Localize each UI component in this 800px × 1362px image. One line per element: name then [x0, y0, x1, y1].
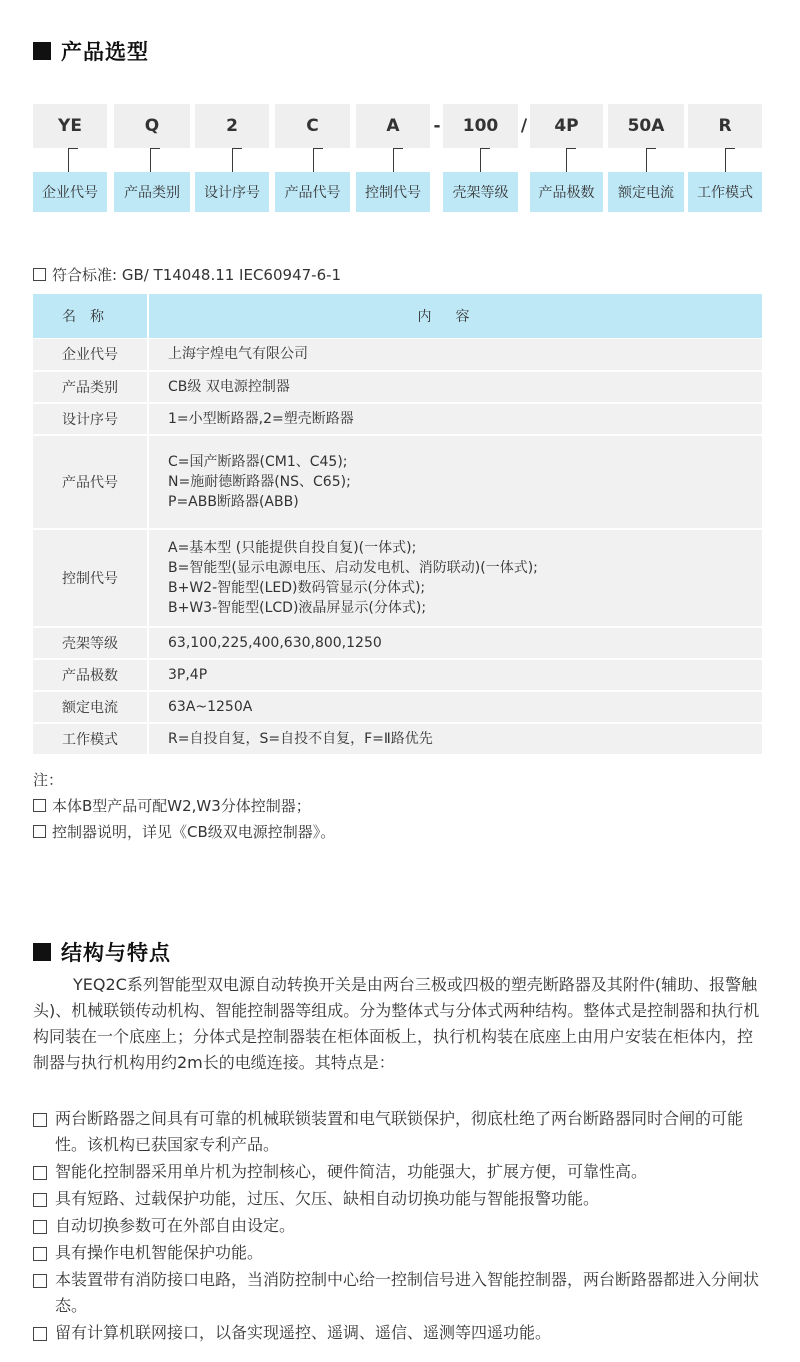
row-value [148, 403, 762, 435]
row-name: 设计序号 [33, 403, 148, 435]
connector-tick [646, 148, 647, 172]
section-title-text: 产品选型 [61, 40, 149, 64]
code-frame: 100 [443, 104, 518, 148]
row-line: 3P,4P [168, 666, 208, 683]
connector-tick [313, 148, 314, 172]
square-bullet-icon [33, 943, 51, 961]
feature-text: 具有短路、过载保护功能，过压、欠压、缺相自动切换功能与智能报警功能。 [55, 1189, 600, 1208]
model-code-row [0, 104, 800, 148]
table-row [33, 371, 762, 403]
square-bullet-icon [33, 42, 51, 60]
label-frame: 壳架等级 [443, 172, 518, 212]
code-separator-dash: - [433, 116, 441, 136]
row-name: 工作模式 [33, 723, 148, 755]
checkbox-square-icon [33, 1166, 47, 1180]
code-current: 50A [608, 104, 684, 148]
row-line: 63A~1250A [168, 698, 253, 715]
label-current: 额定电流 [608, 172, 684, 212]
connector-tick [150, 148, 151, 172]
checkbox-square-icon [33, 799, 46, 812]
note-item [33, 821, 335, 842]
row-line: 上海宇煌电气有限公司 [168, 346, 308, 363]
feature-text: 两台断路器之间具有可靠的机械联锁装置和电气联锁保护，彻底杜绝了两台断路器同时合闸的可能性。该机构已获国家专利产品。 [55, 1109, 744, 1154]
label-enterprise: 企业代号 [33, 172, 107, 212]
table-row [33, 659, 762, 691]
checkbox-square-icon [33, 268, 46, 281]
code-product: C [275, 104, 350, 148]
code-poles: 4P [530, 104, 603, 148]
table-row [33, 339, 762, 371]
list-item [33, 1186, 773, 1212]
row-line: A=基本型 (只能提供自投自复)(一体式); [168, 539, 417, 556]
table-row [33, 529, 762, 627]
table-row [33, 723, 762, 755]
feature-text: 本装置带有消防接口电路，当消防控制中心给一控制信号进入智能控制器，两台断路器都进入分闸状态。 [55, 1270, 760, 1315]
checkbox-square-icon [33, 825, 46, 838]
code-separator-slash: / [520, 116, 528, 136]
list-item [33, 1240, 773, 1266]
row-line: B+W2-智能型(LED)数码管显示(分体式); [168, 579, 426, 596]
row-value [148, 659, 762, 691]
checkbox-square-icon [33, 1327, 47, 1341]
feature-text: 自动切换参数可在外部自由设定。 [55, 1216, 296, 1235]
row-name: 产品代号 [33, 435, 148, 529]
label-design: 设计序号 [195, 172, 269, 212]
checkbox-square-icon [33, 1193, 47, 1207]
connector-tick [393, 148, 394, 172]
section-title-text: 结构与特点 [61, 941, 171, 965]
feature-list [33, 1106, 773, 1347]
row-value [148, 723, 762, 755]
checkbox-square-icon [33, 1113, 47, 1127]
table-row [33, 691, 762, 723]
row-name: 产品类别 [33, 371, 148, 403]
table-row [33, 435, 762, 529]
row-value [148, 691, 762, 723]
row-line: B=智能型(显示电源电压、启动发电机、消防联动)(一体式); [168, 559, 538, 576]
label-mode: 工作模式 [688, 172, 762, 212]
code-category: Q [114, 104, 190, 148]
label-control: 控制代号 [356, 172, 430, 212]
row-line: R=自投自复，S=自投不自复，F=Ⅱ路优先 [168, 730, 433, 747]
list-item [33, 1159, 773, 1185]
intro-paragraph: YEQ2C系列智能型双电源自动转换开关是由两台三极或四极的塑壳断路器及其附件(辅助、报警触头)、机械联锁传动机构、智能控制器等组成。分为整体式与分体式两种结构。整体式是控制器和执行机构同装在一个底座上；分体式是控制器装在柜体面板上，执行机构装在底座上由用户安装在柜体内，控制器与执行机构用约2m长的电缆连接。其特点是： [33, 975, 760, 1072]
connector-tick [480, 148, 481, 172]
code-control: A [356, 104, 430, 148]
note-item [33, 795, 311, 816]
feature-text: 留有计算机联网接口，以备实现遥控、遥调、遥信、遥测等四遥功能。 [55, 1323, 552, 1342]
note-text: 控制器说明，详见《CB级双电源控制器》。 [52, 823, 336, 841]
feature-text: 智能化控制器采用单片机为控制核心，硬件简洁，功能强大，扩展方便，可靠性高。 [55, 1162, 648, 1181]
connector-tick [232, 148, 233, 172]
table-row [33, 403, 762, 435]
table-header-row [33, 294, 762, 339]
row-line: 63,100,225,400,630,800,1250 [168, 634, 382, 651]
row-line: N=施耐德断路器(NS、C65); [168, 473, 351, 490]
row-line: P=ABB断路器(ABB) [168, 493, 299, 510]
row-line: B+W3-智能型(LCD)液晶屏显示(分体式); [168, 599, 427, 616]
standard-line [33, 264, 341, 285]
row-line: C=国产断路器(CM1、C45); [168, 453, 348, 470]
feature-text: 具有操作电机智能保护功能。 [55, 1243, 264, 1262]
row-value [148, 627, 762, 659]
row-value [148, 435, 762, 529]
list-item [33, 1106, 773, 1158]
row-value [148, 339, 762, 371]
section-title-selection [33, 36, 149, 66]
connector-tick [725, 148, 726, 172]
list-item [33, 1320, 773, 1346]
row-value [148, 371, 762, 403]
label-poles: 产品极数 [530, 172, 603, 212]
row-name: 壳架等级 [33, 627, 148, 659]
row-line: 1=小型断路器,2=塑壳断路器 [168, 410, 354, 427]
row-name: 控制代号 [33, 529, 148, 627]
connector-tick [68, 148, 69, 172]
connector-tick [566, 148, 567, 172]
code-design: 2 [195, 104, 269, 148]
row-name: 产品极数 [33, 659, 148, 691]
row-line: CB级 双电源控制器 [168, 378, 290, 395]
table-row [33, 627, 762, 659]
checkbox-square-icon [33, 1247, 47, 1261]
row-name: 额定电流 [33, 691, 148, 723]
notes-heading: 注： [33, 771, 64, 789]
note-text: 本体B型产品可配W2,W3分体控制器； [52, 797, 311, 815]
table-header-content: 内容 [148, 294, 762, 339]
table-header-name: 名称 [33, 294, 148, 339]
code-mode: R [688, 104, 762, 148]
code-enterprise: YE [33, 104, 107, 148]
checkbox-square-icon [33, 1274, 47, 1288]
standard-text: 符合标准: GB/ T14048.11 IEC60947-6-1 [52, 266, 342, 284]
spec-table [33, 294, 762, 756]
row-value [148, 529, 762, 627]
label-category: 产品类别 [114, 172, 190, 212]
label-product: 产品代号 [275, 172, 350, 212]
section-title-features [33, 937, 171, 967]
row-name: 企业代号 [33, 339, 148, 371]
checkbox-square-icon [33, 1220, 47, 1234]
list-item [33, 1213, 773, 1239]
list-item [33, 1267, 773, 1319]
